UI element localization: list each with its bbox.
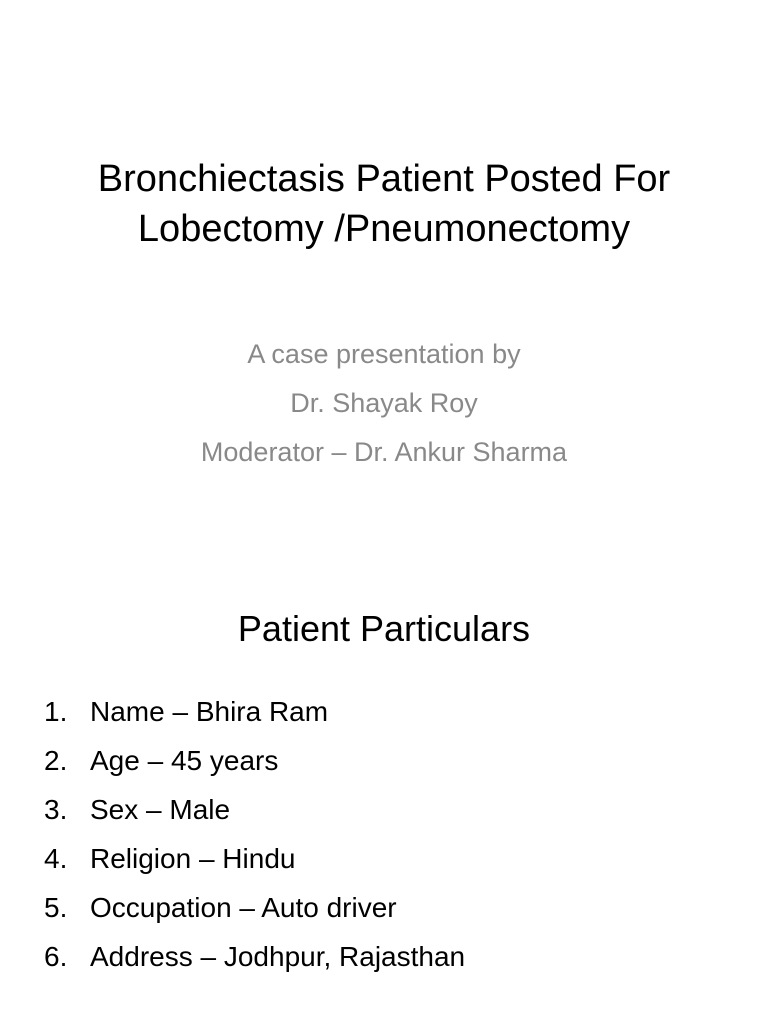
- list-item-text: Religion – Hindu: [90, 843, 296, 874]
- list-item: [44, 834, 465, 883]
- list-item-text: Address – Jodhpur, Rajasthan: [90, 941, 466, 972]
- subtitle-line-presenter-name: Dr. Shayak Roy: [290, 388, 478, 418]
- list-item: [44, 687, 465, 736]
- list-item-number: 1.: [44, 696, 68, 727]
- list-item: [44, 932, 465, 981]
- list-item: [44, 736, 465, 785]
- subtitle-line-presenter-intro: A case presentation by: [247, 339, 521, 369]
- list-item-number: 5.: [44, 892, 68, 923]
- slide-title-line-2: Lobectomy /Pneumonectomy: [137, 208, 631, 250]
- list-item-text: Occupation – Auto driver: [90, 892, 397, 923]
- particulars-list: [44, 687, 465, 981]
- slide-title: [0, 154, 768, 254]
- list-item-number: 2.: [44, 745, 68, 776]
- slide-title-line-1: Bronchiectasis Patient Posted For: [97, 158, 671, 200]
- list-item-text: Age – 45 years: [90, 745, 279, 776]
- list-item-text: Name – Bhira Ram: [90, 696, 329, 727]
- list-item: [44, 785, 465, 834]
- patient-particulars-slide: [0, 512, 768, 1024]
- subtitle-line-moderator: Moderator – Dr. Ankur Sharma: [200, 437, 568, 467]
- list-item-number: 6.: [44, 941, 68, 972]
- list-item: [44, 883, 465, 932]
- list-item-number: 4.: [44, 843, 68, 874]
- slide-heading: Patient Particulars: [237, 608, 531, 649]
- list-item-text: Sex – Male: [90, 794, 231, 825]
- list-item-number: 3.: [44, 794, 68, 825]
- slide-subtitle: [0, 330, 768, 477]
